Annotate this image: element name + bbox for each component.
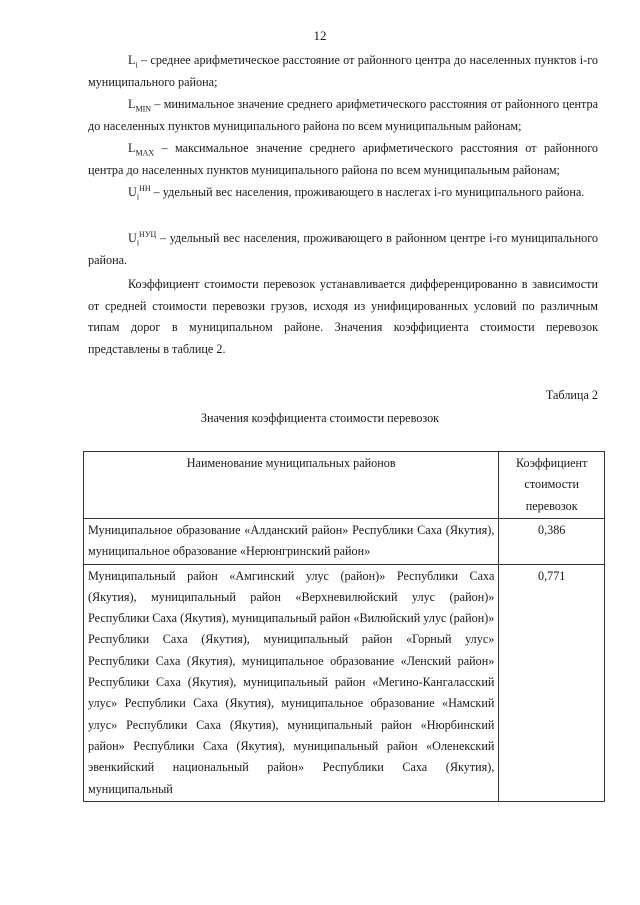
definition-lmin (88, 94, 598, 137)
def-superscript: НУЦ (139, 229, 157, 239)
def-superscript: НН (139, 183, 151, 193)
table-row (84, 519, 605, 565)
def-subscript: i (136, 238, 140, 248)
def-symbol: L (128, 97, 136, 111)
row-name: Муниципальное образование «Алданский район» Республики Саха (Якутия), муниципальное образование «Нерюнгринский район» (84, 519, 499, 565)
body-paragraph: Коэффициент стоимости перевозок устанавливается дифференцированно в зависимости от средней стоимости перевозки грузов, исходя из унифицированных условий по различным типам дорог в муниципальном районе. Значения коэффициента стоимости перевозок представлены в таблице 2. (88, 277, 598, 356)
def-text: – удельный вес населения, проживающего в районном центре i-го муниципального района. (88, 231, 598, 267)
def-text: – удельный вес населения, проживающего в наслегах i-го муниципального района. (150, 185, 585, 199)
def-subscript: i (135, 60, 138, 70)
def-symbol: U (128, 185, 137, 199)
row-value: 0,771 (499, 564, 605, 801)
header-value: Коэффициент стоимости перевозок (499, 452, 605, 519)
page-number: 12 (313, 28, 327, 43)
def-text: – минимальное значение среднего арифметического расстояния от районного центра до населенных пунктов муниципального района по всем муниципальным районам; (88, 97, 598, 133)
definition-uinuc (88, 228, 598, 271)
def-subscript: i (136, 192, 140, 202)
table-row (84, 564, 605, 801)
def-symbol: U (128, 231, 137, 245)
def-text: – максимальное значение среднего арифметического расстояния от районного центра до населенных пунктов муниципального района по всем муниципальным районам; (88, 141, 598, 177)
table-caption: Таблица 2 (545, 388, 598, 402)
table-header-row (84, 452, 605, 519)
def-symbol: L (128, 141, 136, 155)
coefficient-table (83, 451, 605, 802)
row-value: 0,386 (499, 519, 605, 565)
row-name: Муниципальный район «Амгинский улус (район)» Республики Саха (Якутия), муниципальный район «Верхневилюйский улус (район)» Республики Саха (Якутия), муниципальный район «Вилюйский улус (район)» Республики Саха (Якутия), муниципальный район «Горный улус» Республики Саха (Якутия), муниципальное образование «Ленский район» Республики Саха (Якутия), муниципальный район «Мегино-Кангаласский улус» Республики Саха (Якутия), муниципальное образование «Намский улус» Республики Саха (Якутия), муниципальный район «Нюрбинский район» Республики Саха (Якутия), муниципальный район «Оленекский эвенкийский национальный район» Республики Саха (Якутия), муниципальный (84, 564, 499, 801)
table-title: Значения коэффициента стоимости перевозок (200, 411, 440, 425)
definition-li (88, 50, 598, 93)
header-name: Наименование муниципальных районов (84, 452, 499, 519)
definition-uinn (88, 182, 598, 204)
def-subscript: MIN (135, 104, 152, 114)
def-subscript: MAX (135, 148, 155, 158)
def-symbol: L (128, 53, 136, 67)
def-text: – среднее арифметическое расстояние от районного центра до населенных пунктов i-го муниципального района; (88, 53, 598, 89)
definition-lmax (88, 138, 598, 181)
